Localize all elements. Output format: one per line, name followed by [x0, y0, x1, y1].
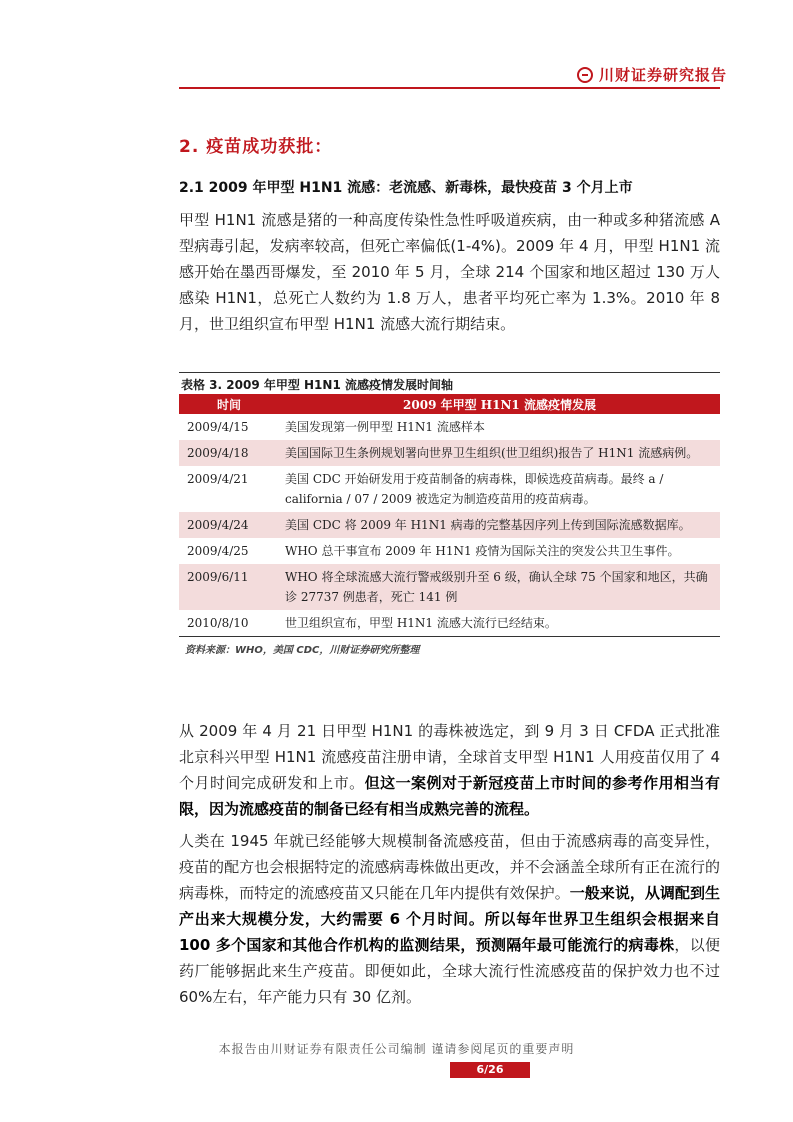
header-date: 时间 [179, 394, 279, 414]
brand-name: 川财证券研究报告 [598, 66, 727, 84]
table-header-row [179, 394, 720, 414]
table-caption: 表格 3. 2009 年甲型 H1N1 流感疫情发展时间轴 [179, 372, 720, 394]
row-event: WHO 总干事宣布 2009 年 H1N1 疫情为国际关注的突发公共卫生事件。 [285, 544, 680, 558]
row-date: 2009/6/11 [179, 564, 279, 610]
header-event: 2009 年甲型 H1N1 流感疫情发展 [279, 394, 720, 414]
table-source: 资料来源：WHO，美国 CDC，川财证券研究所整理 [185, 645, 420, 656]
row-event: 美国发现第一例甲型 H1N1 流感样本 [285, 420, 485, 434]
row-event: 美国 CDC 开始研发用于疫苗制备的病毒株，即候选疫苗病毒。最终 a / california / 07 / 2009 被选定为制造疫苗用的疫苗病毒。 [285, 472, 664, 506]
row-date: 2009/4/24 [179, 512, 279, 538]
row-date: 2009/4/18 [179, 440, 279, 466]
paragraph3-text-2: ，以便药厂能够据此来生产疫苗。即便如此，全球大流行性流感疫苗的保护效力也不过 60%左右，年产能力只有 30 亿剂。 [179, 936, 720, 1006]
intro-paragraph: 甲型 H1N1 流感是猪的一种高度传染性急性呼吸道疾病，由一种或多种猪流感 A 型病毒引起，发病率较高，但死亡率偏低(1-4%)。2009 年 4 月，甲型 H1N1 流感开始在墨西哥爆发，至 2010 年 5 月，全球 214 个国家和地区超过 130 万人感染 H1N1，总死亡人数约为 1.8 万人，患者平均死亡率为 1.3%。2010 年 8 月，世卫组织宣布甲型 H1N1 流感大流行期结束。 [179, 211, 720, 333]
timeline-table-block [179, 372, 720, 656]
table-row [179, 538, 720, 564]
header-brand [577, 64, 727, 85]
paragraph-vaccine-timeline [179, 718, 720, 822]
paragraph3-text-1: 人类在 1945 年就已经能够大规模制备流感疫苗，但由于流感病毒的高变异性，疫苗的配方也会根据特定的流感病毒株做出更改，并不会涵盖全球所有正在流行的病毒株，而特定的流感疫苗又只能在几年内提供有效保护。 [179, 832, 720, 902]
section-title: 2. 疫苗成功获批： [179, 137, 333, 157]
footer-disclaimer: 本报告由川财证券有限责任公司编制 谨请参阅尾页的重要声明 [218, 1042, 575, 1056]
row-date: 2009/4/15 [187, 420, 249, 434]
paragraph3-emphasis: 一般来说，从调配到生产出来大规模分发，大约需要 6 个月时间。所以每年世界卫生组织会根据来自 100 多个国家和其他合作机构的监测结果，预测隔年最可能流行的病毒株 [179, 884, 720, 954]
row-event: 美国国际卫生条例规划署向世界卫生组织(世卫组织)报告了 H1N1 流感病例。 [279, 440, 720, 466]
table-row [179, 610, 720, 637]
row-event: 美国 CDC 将 2009 年 H1N1 病毒的完整基因序列上传到国际流感数据库。 [279, 512, 720, 538]
page-number: 6/26 [450, 1062, 530, 1078]
table-row [179, 414, 720, 440]
paragraph2-text: 从 2009 年 4 月 21 日甲型 H1N1 的毒株被选定，到 9 月 3 日 CFDA 正式批准北京科兴甲型 H1N1 流感疫苗注册申请，全球首支甲型 H1N1 人用疫苗仅用了 4 个月时间完成研发和上市。 [179, 722, 720, 792]
subsection-title: 2.1 2009 年甲型 H1N1 流感：老流感、新毒株，最快疫苗 3 个月上市 [179, 180, 633, 196]
row-event: 世卫组织宣布，甲型 H1N1 流感大流行已经结束。 [279, 610, 720, 637]
table-row [179, 440, 720, 466]
table-row [179, 512, 720, 538]
row-date: 2010/8/10 [179, 610, 279, 637]
table-row [179, 466, 720, 512]
row-date: 2009/4/21 [187, 472, 249, 486]
row-date: 2009/4/25 [187, 544, 249, 558]
header-divider [179, 87, 720, 89]
timeline-table [179, 394, 720, 637]
chuancai-logo-icon [577, 67, 593, 83]
paragraph2-emphasis: 但这一案例对于新冠疫苗上市时间的参考作用相当有限，因为流感疫苗的制备已经有相当成熟完善的流程。 [179, 774, 720, 818]
table-row [179, 564, 720, 610]
paragraph-flu-vaccine-process [179, 828, 720, 1010]
row-event: WHO 将全球流感大流行警戒级别升至 6 级，确认全球 75 个国家和地区，共确诊 27737 例患者，死亡 141 例 [279, 564, 720, 610]
